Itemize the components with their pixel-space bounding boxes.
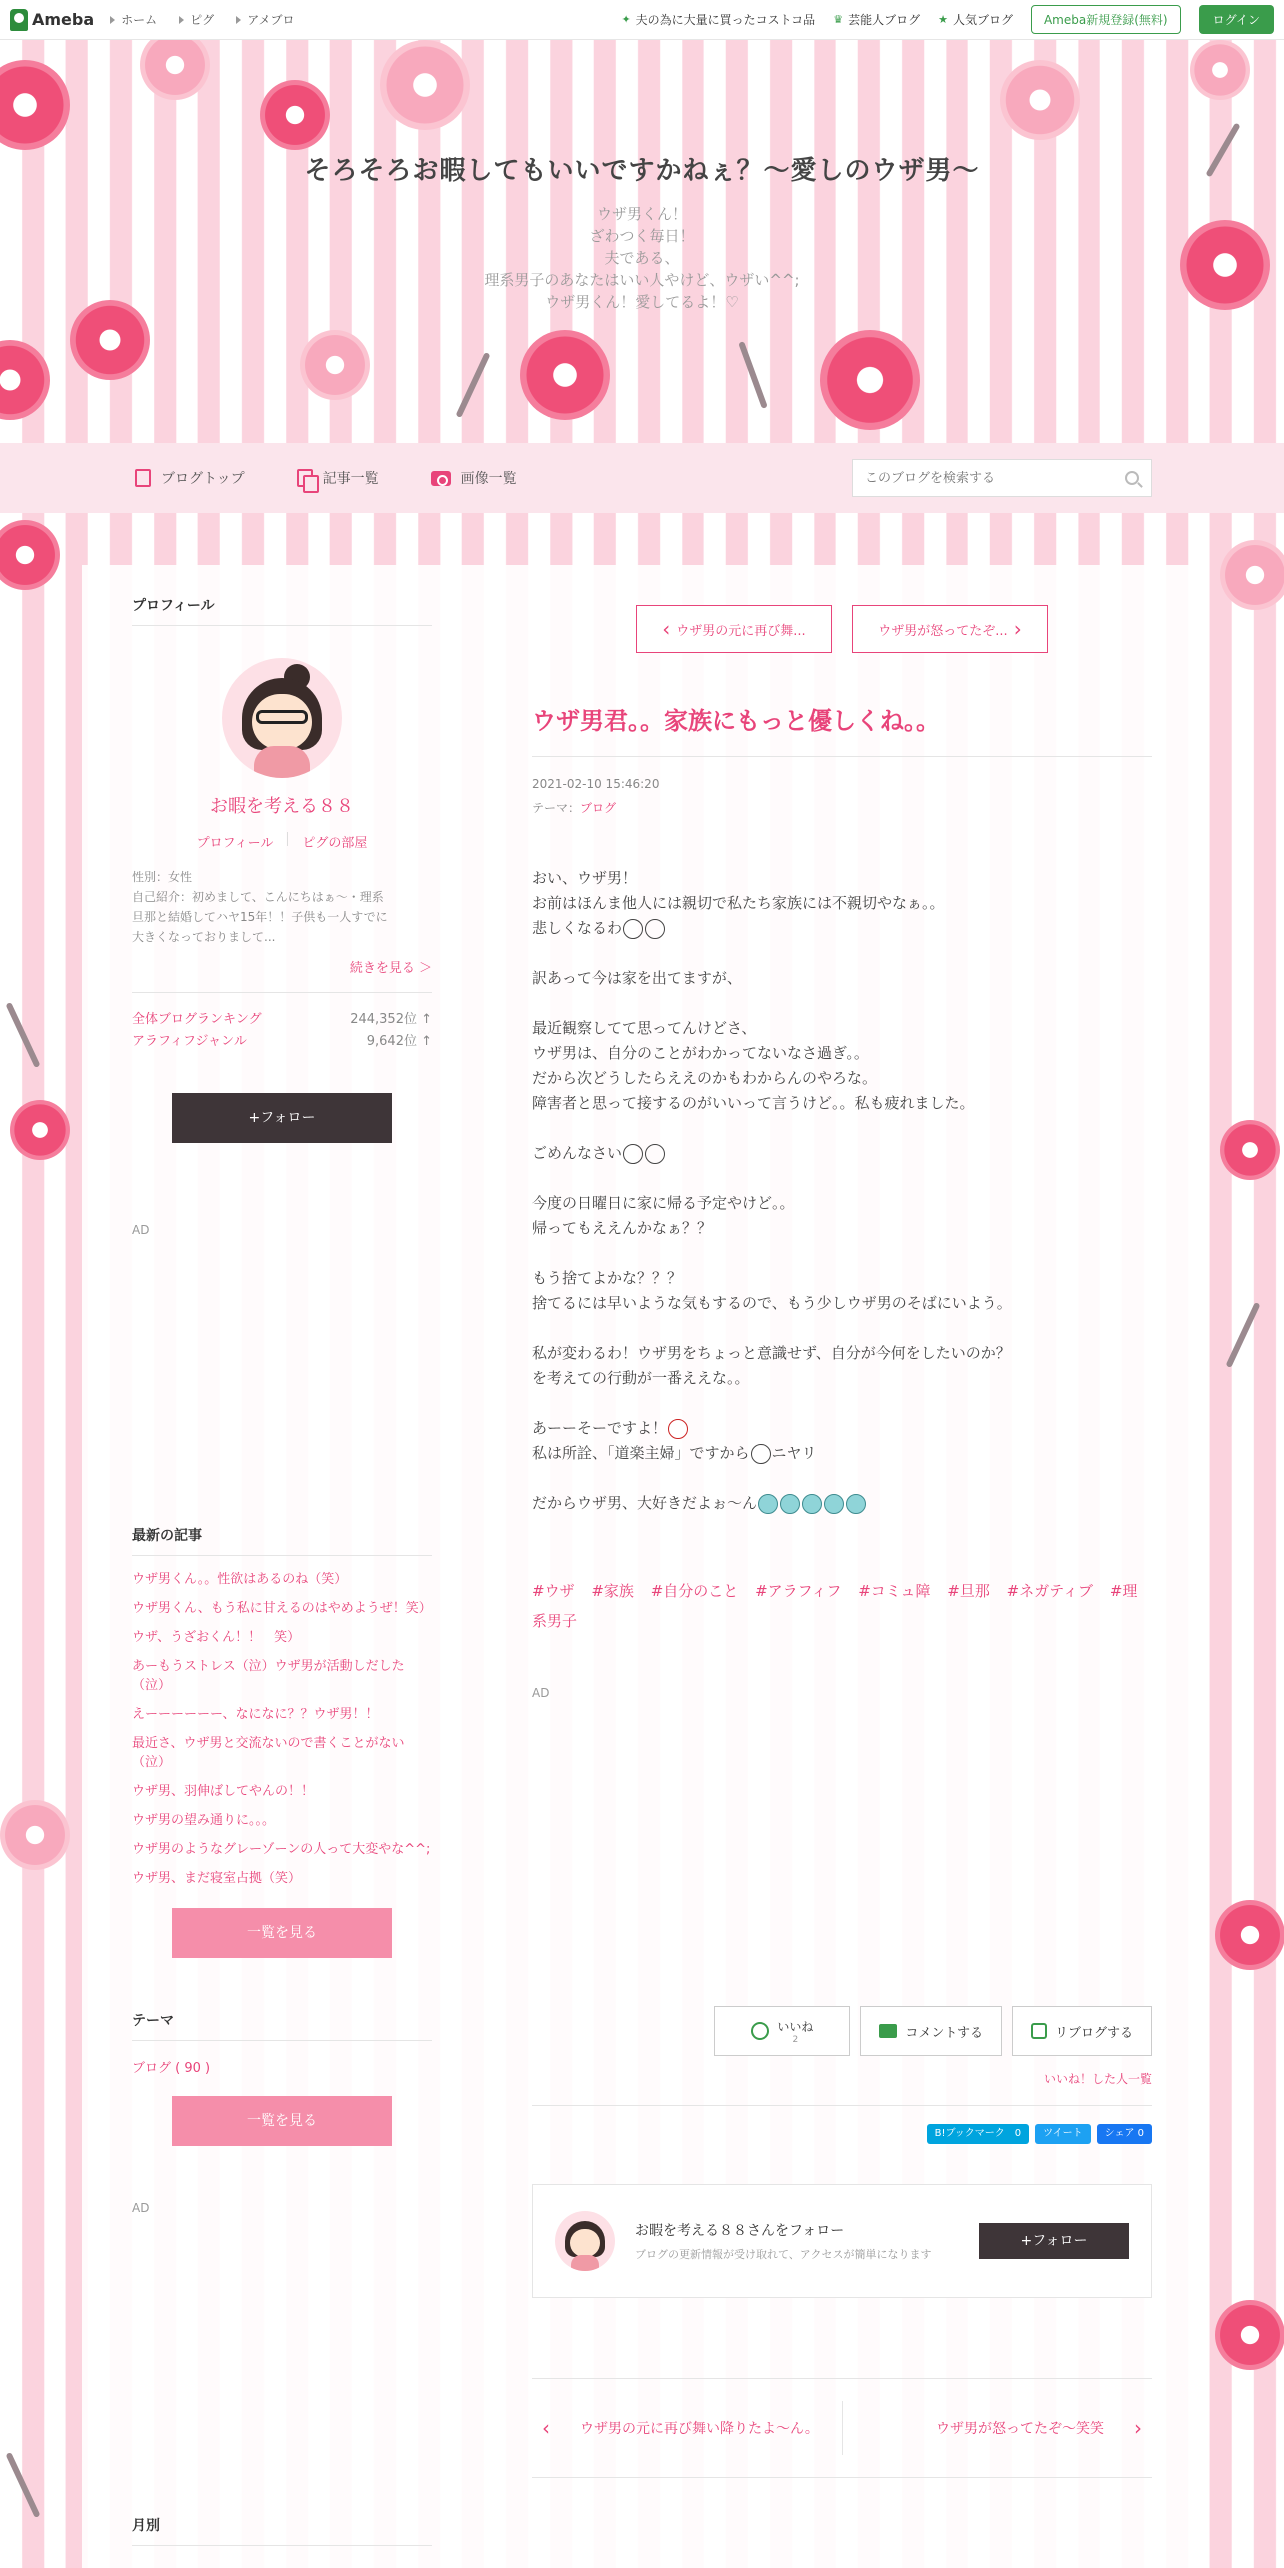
profile-link[interactable]: プロフィール [196,836,274,851]
blossom-decoration [1190,40,1250,100]
hashtag[interactable]: #自分のこと [650,1582,739,1600]
ad-label: AD [532,1686,550,1700]
hashtag[interactable]: #アラフィフ [755,1582,842,1600]
nav-link-pigg[interactable]: ピグ [179,11,214,28]
chevron-right-icon [236,16,241,24]
follow-subtitle: ブログの更新情報が受け取れて、アクセスが簡単になります [635,2248,932,2261]
prev-entry-button[interactable]: ‹ ウザ男の元に再び舞... [636,605,832,653]
hashtag[interactable]: #家族 [591,1582,634,1600]
blossom-decoration [140,30,210,100]
entry-title[interactable]: ウザ男君。。家族にもっと優しくね。。 [532,701,1152,757]
crown-icon: ♛ [833,13,844,26]
nav-link-home[interactable]: ホーム [110,11,157,28]
latest-item[interactable]: ウザ男のようなグレーゾーンの人って大変やな^^; [132,1842,431,1857]
hashtag[interactable]: #旦那 [947,1582,990,1600]
blossom-decoration [0,60,70,150]
chevron-right-icon: › [1013,617,1022,641]
latest-list-button[interactable]: 一覧を見る [172,1908,392,1958]
theme-link[interactable]: ブログ [580,801,617,815]
latest-item[interactable]: ウザ、うざおくん！！ 笑） [132,1630,301,1645]
ad-label: AD [132,2201,150,2215]
blossom-decoration [0,1800,70,1870]
comment-button[interactable]: コメントする [860,2006,1002,2056]
chevron-left-icon: ‹ [542,2416,550,2440]
chevron-right-icon [110,16,115,24]
profile-intro: 性別：女性 自己紹介：初めまして、こんにちはぁ〜・理系 旦那と結婚してハヤ15年！！子供も一人すでに 大きくなっておりまして... [132,870,388,944]
angry-emoji-icon [668,1419,688,1439]
ameba-logo-icon [10,9,28,31]
ranking-row: アラフィフジャンル 9,642位 ↑ [132,1034,432,1049]
login-button[interactable]: ログイン [1199,5,1274,34]
blog-description: ウザ男くん！ ざわつく毎日！ 夫である、 理系男子のあなたはいい人やけど、ウザい^^; ウザ男くん！愛してるよ！♡ [484,205,800,311]
chevron-right-icon [179,16,184,24]
profile-links [132,832,432,851]
trend-link-celebrity[interactable]: ♛ 芸能人ブログ [833,13,921,27]
latest-item[interactable]: ウザ男くん。。性欲はあるのね（笑） [132,1572,348,1587]
latest-item[interactable]: 最近さ、ウザ男と交流ないので書くことがない（泣） [132,1736,405,1770]
love-emoji-icon [824,1494,844,1514]
blog-search [852,459,1152,497]
trend-icon: ✦ [621,13,631,26]
theme-item[interactable]: ブログ ( 90 ) [132,2061,211,2076]
trend-link-popular[interactable]: ★ 人気ブログ [938,13,1013,27]
twig-decoration [738,341,768,409]
next-entry-link[interactable]: ウザ男が怒ってたぞ〜笑笑 › [936,2416,1142,2440]
blog-nav [0,443,1284,513]
avatar[interactable] [555,2211,615,2271]
nav-entry-list[interactable]: 記事一覧 [297,468,379,488]
crying-emoji-icon [623,919,643,939]
latest-item[interactable]: ウザ男の望み通りに。。。 [132,1813,276,1828]
content-area [82,565,1202,2568]
latest-list [132,1570,432,1888]
blossom-decoration [380,40,470,130]
sidebar [132,595,432,2546]
love-emoji-icon [780,1494,800,1514]
hashtag[interactable]: #ウザ [532,1582,575,1600]
search-icon[interactable] [1125,471,1139,485]
chevron-left-icon: ‹ [662,617,671,641]
blossom-decoration [300,330,370,400]
follow-button[interactable]: +フォロー [172,1093,392,1143]
theme-list-button[interactable]: 一覧を見る [172,2096,392,2146]
nav-image-list[interactable]: 画像一覧 [431,468,517,488]
pager-top [532,605,1152,653]
prev-entry-link[interactable]: ‹ ウザ男の元に再び舞い降りたよ〜ん。 [532,2401,843,2455]
search-input[interactable] [865,471,1125,486]
blossom-decoration [820,330,920,430]
hatena-bookmark-button[interactable]: B!ブックマーク 0 [927,2124,1030,2144]
blog-header [0,150,1284,313]
love-emoji-icon [846,1494,866,1514]
next-entry-button[interactable]: ウザ男が怒ってたぞ... › [852,605,1048,653]
latest-item[interactable]: ウザ男、まだ寝室占拠（笑） [132,1871,302,1886]
love-emoji-icon [802,1494,822,1514]
blossom-decoration [0,520,60,590]
twig-decoration [455,352,490,418]
avatar[interactable] [222,658,342,778]
tweet-button[interactable]: ツイート [1035,2124,1091,2144]
reblog-button[interactable]: リブログする [1012,2006,1152,2056]
document-icon [135,469,151,487]
ad-label: AD [132,1223,150,1237]
ad-slot [132,2215,432,2515]
blossom-decoration [520,330,610,420]
latest-heading: 最新の記事 [132,1525,432,1556]
ameba-logo[interactable]: Ameba [10,9,94,31]
blossom-decoration [0,340,50,420]
twig-decoration [5,2452,40,2518]
divider [287,832,288,846]
follow-button[interactable]: +フォロー [979,2223,1129,2259]
follow-title: お暇を考える８８さんをフォロー [635,2223,845,2239]
blog-title[interactable]: そろそろお暇してもいいですかねぇ？〜愛しのウザ男〜 [304,156,980,186]
like-count: 2 [792,2034,799,2045]
blossom-decoration [1215,2300,1284,2370]
facebook-share-button[interactable]: シェア 0 [1097,2124,1152,2144]
smirk-emoji-icon [751,1444,771,1464]
sorry-emoji-icon [623,1144,643,1164]
reactions [532,2006,1152,2056]
hashtag[interactable]: #コミュ障 [858,1582,931,1600]
latest-item[interactable]: ウザ男くん、もう私に甘えるのはやめようぜ！笑） [132,1601,432,1616]
comment-icon [879,2024,897,2038]
share-buttons [532,2124,1152,2144]
hashtag[interactable]: #理系男子 [532,1582,1138,1630]
blossom-decoration [1220,540,1284,610]
entry-body: おい、ウザ男！ お前はほんま他人には親切で私たち家族には不親切やなぁ。。 悲しくなるわ 訳あって今は家を出てますが、 最近観察してて思ってんけどさ、 ウザ男は、自分のことがわかってないなさ過ぎ。。 だから次どうしたらええのかもわからんのやろな。 障害者と思って接するのがいいって言うけど。。私も疲れました。 ごめんなさい 今度の日曜日に家に帰る予定やけど。。 帰ってもええんかなぁ？？ もう捨てよかな？？？ 捨てるには早いような気もするので、もう少しウザ男のそばにいよう。 私が変わるわ！ウザ男をちょっと意識せず、自分が今何をしたいのか？ を考えての行動が一番ええな。。 あーーそーですよ！ 私は所詮、「道楽主婦」ですから ニヤリ だからウザ男、大好きだよぉ〜ん [532,869,1012,1512]
blossom-decoration [1215,1900,1284,1970]
reblog-icon [1031,2023,1047,2039]
entry [532,605,1152,2478]
chevron-right-icon: › [1134,2416,1142,2440]
follow-box [532,2184,1152,2298]
rankings [132,992,432,1053]
pager-bottom [532,2378,1152,2478]
nav-blog-top[interactable]: ブログトップ [135,468,245,488]
like-list-link[interactable]: いいね！した人一覧 [532,2070,1152,2106]
latest-item[interactable]: えーーーーーー、なになに？？ウザ男！！ [132,1707,379,1722]
read-more-link[interactable]: 続きを見る ＞ [349,961,432,976]
ad-slot [132,1237,432,1497]
latest-item[interactable]: あーもうストレス（泣）ウザ男が活動しだした（泣） [132,1659,405,1693]
hashtag[interactable]: #ネガティブ [1006,1582,1094,1600]
global-header [0,0,1284,40]
entry-theme: テーマ：ブログ [532,801,617,815]
blossom-decoration [1220,1120,1280,1180]
theme-heading: テーマ [132,2010,432,2041]
star-icon: ★ [938,13,948,26]
blossom-decoration [260,80,330,150]
twig-decoration [5,1002,40,1068]
trend-link-costco[interactable]: ✦ 夫の為に大量に買ったコストコ品 [621,13,816,27]
sorry-emoji-icon [645,1144,665,1164]
camera-icon [431,471,451,486]
nav-link-ameblo[interactable]: アメブロ [236,11,294,28]
register-button[interactable]: Ameba新規登録(無料) [1031,5,1181,34]
latest-item[interactable]: ウザ男、羽伸ばしてやんの！！ [132,1784,315,1799]
smile-icon [751,2022,769,2040]
hashtags [532,1576,1152,1636]
like-button[interactable]: いいね 2 [714,2006,850,2056]
ranking-row: 全体ブログランキング 244,352位 ↑ [132,1012,432,1027]
profile-heading: プロフィール [132,595,432,626]
profile-name[interactable]: お暇を考える８８ [210,796,354,817]
monthly-heading: 月別 [132,2515,432,2546]
twig-decoration [1225,1302,1260,1368]
teary-emoji-icon [645,919,665,939]
entry-date: 2021-02-10 15:46:20 [532,777,660,791]
blossom-decoration [10,1100,70,1160]
copy-icon [297,469,313,487]
blossom-decoration [1000,60,1080,140]
pigg-room-link[interactable]: ピグの部屋 [302,836,368,851]
love-emoji-icon [758,1494,778,1514]
